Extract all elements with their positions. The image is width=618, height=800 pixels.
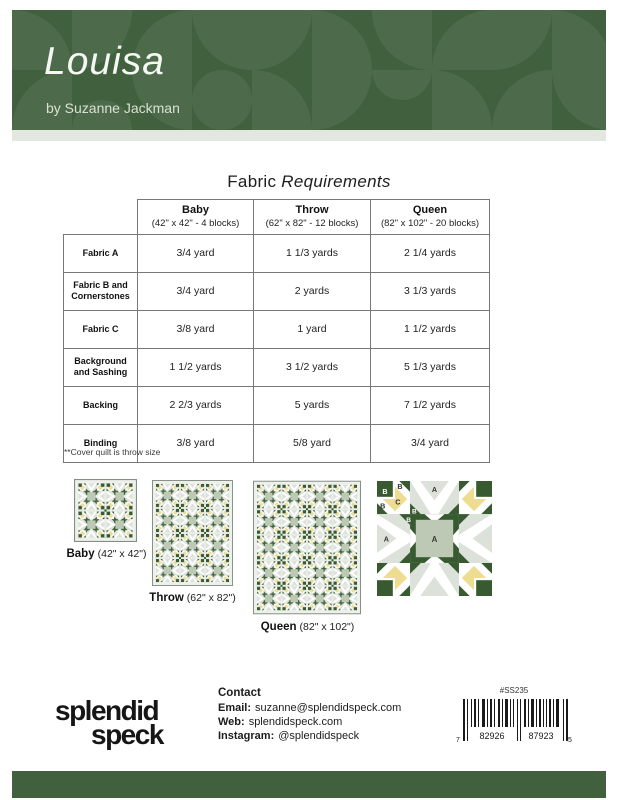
throw-quilt-label: Throw (62" x 82") [149,592,236,604]
header-accent-strip [12,130,606,141]
fabric-b-label: B [412,508,417,516]
contact-block [218,687,428,742]
fabric-a-label: A [383,535,389,544]
page-title: Louisa [44,40,165,83]
barcode-digit: 5 [568,737,572,744]
fabric-b-label: B [397,482,403,491]
section-title-emphasis: Requirements [281,172,391,191]
fabric-b-label: B [406,516,411,524]
upc-barcode [455,697,573,745]
bottom-accent-bar [12,771,606,798]
item-number: #SS235 [499,686,529,695]
queen-quilt-preview [253,480,361,615]
table-footnote: **Cover quilt is throw size [64,447,161,457]
block-fabric-diagram [377,481,492,596]
barcode-digit: 7 [456,737,460,744]
table-row: Fabric B and Cornerstones 3/4 yard 2 yards 3 1/3 yards [64,272,490,310]
contact-instagram: Instagram: @splendidspeck [218,730,360,742]
queen-quilt-label: Queen (82" x 102") [260,621,355,633]
fabric-a-label: A [431,485,438,494]
splendid-speck-logo: splendid speck [55,695,163,750]
throw-quilt-preview [152,480,233,586]
baby-quilt-label: Baby (42" x 42") [66,548,147,560]
table-row: Backing 2 2/3 yards 5 yards 7 1/2 yards [64,386,490,424]
contact-heading: Contact [218,687,261,699]
barcode-digit: 87923 [528,731,554,741]
fabric-a-label: A [431,535,438,545]
fabric-c-label: C [395,498,401,507]
barcode-digit: 82926 [479,731,505,741]
page-subtitle: by Suzanne Jackman [46,100,180,116]
table-row: Fabric C 3/8 yard 1 yard 1 1/2 yards [64,310,490,348]
header-banner [12,10,606,130]
table-row: Binding 3/8 yard 5/8 yard 3/4 yard [64,424,490,462]
table-header-baby: Baby (42" x 42" - 4 blocks) [138,200,254,235]
baby-quilt-preview [74,479,137,542]
table-row: Background and Sashing 1 1/2 yards 3 1/2 yards 5 1/3 yards [64,348,490,386]
fabric-b-label: B [380,502,386,511]
contact-web: Web: splendidspeck.com [218,716,343,728]
table-row: Fabric A 3/4 yard 1 1/3 yards 2 1/4 yards [64,234,490,272]
fabric-b-label: B [382,487,388,496]
table-header-blank [64,200,138,235]
contact-email: Email: suzanne@splendidspeck.com [218,702,402,714]
table-header-queen: Queen (82" x 102" - 20 blocks) [371,200,490,235]
section-title-prefix: Fabric [227,172,277,191]
table-header-throw: Throw (62" x 82" - 12 blocks) [254,200,371,235]
table-header-row [64,200,490,235]
fabric-requirements-table [63,199,489,463]
section-title [0,172,618,192]
